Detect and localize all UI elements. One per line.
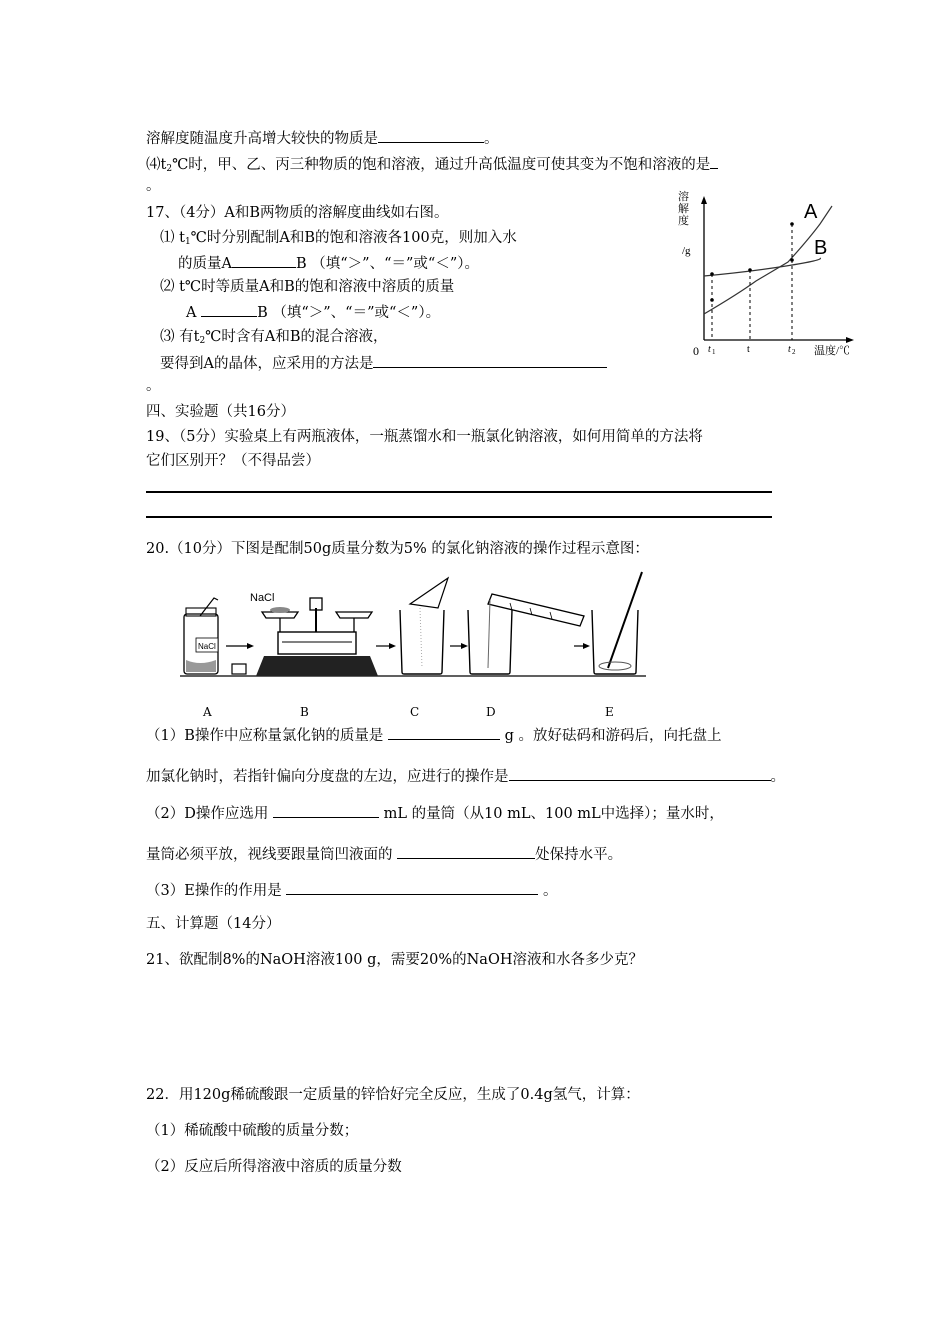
- section-5-heading: 五、计算题（14分）: [146, 916, 281, 932]
- nacl-label: NaCl: [250, 592, 275, 604]
- balance-body: [278, 632, 356, 654]
- text: ⑶ 有t: [160, 329, 200, 345]
- tick-t: t: [747, 344, 750, 355]
- text: （1）B操作中应称量氯化钠的质量是: [146, 728, 384, 744]
- point: [748, 268, 752, 272]
- answer-blank[interactable]: [710, 153, 718, 169]
- q17-part3-cont: [160, 352, 607, 374]
- q20-part1: [146, 724, 722, 746]
- subscript: 2: [166, 164, 173, 174]
- solution-swirl: [599, 662, 631, 670]
- text: （2）D操作应选用: [146, 806, 269, 822]
- text: 要得到A的晶体，应采用的方法是: [160, 356, 374, 372]
- step-label-a: A: [203, 705, 212, 719]
- step-label-e: E: [605, 705, 614, 719]
- answer-blank[interactable]: [378, 127, 484, 143]
- falling-salt: [420, 608, 422, 668]
- point: [790, 258, 794, 262]
- text: ℃时，甲、乙、丙三种物质的饱和溶液，通过升高低温度可使其变为不饱和溶液的是: [172, 157, 711, 173]
- arrow-head: [389, 643, 396, 649]
- text: （3）E操作的作用是: [146, 883, 282, 899]
- q-line-2: [146, 153, 718, 179]
- text: 加氯化钠时，若指针偏向分度盘的左边，应进行的操作是: [146, 769, 509, 785]
- subscript: 2: [199, 336, 206, 346]
- question-19-cont: 它们区别开？（不得品尝）: [146, 453, 320, 469]
- question-21: 21、欲配制8%的NaOH溶液100 g，需要20%的NaOH溶液和水各多少克？: [146, 952, 643, 968]
- graduated-cylinder: [488, 594, 584, 626]
- question-20: 20.（10分）下图是配制50g质量分数为5% 的氯化钠溶液的操作过程示意图：: [146, 541, 649, 557]
- arrow-head: [461, 643, 468, 649]
- text: ⑷t: [146, 157, 167, 173]
- x-axis-arrow: [846, 337, 854, 343]
- beaker-e: [592, 610, 638, 674]
- section-4-heading: 四、实验题（共16分）: [146, 404, 295, 420]
- y-label-char: 解: [678, 203, 689, 215]
- origin-label: 0: [693, 344, 699, 358]
- text: 。: [770, 769, 785, 785]
- q17-part1: [160, 228, 517, 252]
- answer-blank[interactable]: [388, 724, 500, 740]
- jar-contents: [186, 660, 216, 672]
- spoon-icon: [200, 598, 218, 616]
- text: ℃时含有A和B的混合溶液，: [205, 329, 388, 345]
- beaker-d: [468, 610, 512, 674]
- q17-part1-cont: [178, 252, 479, 274]
- balance-base: [256, 656, 378, 676]
- y-label-char: 度: [678, 215, 689, 227]
- text: 。: [543, 883, 558, 899]
- pour-stream: [488, 600, 490, 668]
- text: mL 的量筒（从10 mL、100 mL中选择）；量水时，: [383, 806, 724, 822]
- text: 的质量A: [178, 256, 232, 272]
- y-unit: /g: [682, 245, 691, 257]
- q-line-3: 。: [146, 178, 161, 194]
- arrow-head: [583, 643, 590, 649]
- subscript: 1: [184, 237, 191, 247]
- q17-part3: [160, 327, 388, 351]
- text: 。: [484, 131, 499, 147]
- point: [790, 222, 794, 226]
- tick-t2: t: [788, 344, 791, 355]
- question-22: 22．用120g稀硫酸跟一定质量的锌恰好完全反应，生成了0.4g氢气，计算：: [146, 1087, 640, 1103]
- q20-part2-cont: [146, 843, 622, 865]
- curve-b-label: B: [814, 237, 828, 259]
- q20-part2: [146, 802, 724, 824]
- text: ℃时分别配制A和B的饱和溶液各100克，则加入水: [190, 230, 517, 246]
- y-label-char: 溶: [678, 191, 689, 203]
- x-label: 温度/℃: [814, 345, 851, 357]
- arrow-head: [247, 643, 254, 649]
- text: g 。放好砝码和游码后，向托盘上: [504, 728, 722, 744]
- answer-blank[interactable]: [509, 765, 771, 781]
- paper-icon: [410, 578, 448, 608]
- point: [710, 298, 714, 302]
- answer-blank[interactable]: [373, 352, 607, 368]
- salt-pile: [270, 607, 290, 613]
- q20-part3: [146, 879, 558, 901]
- answer-blank[interactable]: [286, 879, 538, 895]
- tick-t2-sub: 2: [792, 348, 796, 356]
- step-label-b: B: [300, 705, 309, 719]
- text: B （填“＞”、“＝”或“＜”）。: [295, 256, 479, 272]
- solubility-graph: [668, 188, 868, 363]
- jar-label-text: NaCl: [198, 642, 216, 651]
- q20-part1-cont: [146, 765, 785, 787]
- beaker-c: [400, 610, 444, 674]
- answer-line[interactable]: [146, 491, 772, 493]
- answer-line[interactable]: [146, 516, 772, 518]
- apparatus-diagram: [170, 568, 670, 718]
- text: A: [186, 305, 197, 321]
- step-label-c: C: [410, 705, 420, 719]
- answer-blank[interactable]: [201, 301, 257, 317]
- question-17: 17、（4分）A和B两物质的溶解度曲线如右图。: [146, 205, 449, 221]
- y-axis-arrow: [701, 196, 707, 204]
- question-22-part1: （1）稀硫酸中硫酸的质量分数；: [146, 1123, 359, 1139]
- tick-t1-sub: 1: [712, 348, 716, 356]
- point: [710, 272, 714, 276]
- curve-b: [704, 258, 820, 276]
- text: ⑴ t: [160, 230, 185, 246]
- question-19: 19、（5分）实验桌上有两瓶液体，一瓶蒸馏水和一瓶氯化钠溶液，如何用简单的方法将: [146, 429, 703, 445]
- cylinder-mark: [550, 612, 552, 619]
- q17-part2: ⑵ t℃时等质量A和B的饱和溶液中溶质的质量: [160, 279, 455, 295]
- right-pan: [336, 612, 372, 618]
- text: B （填“＞”、“＝”或“＜”）。: [257, 305, 441, 321]
- weight-icon: [232, 664, 246, 674]
- q17-end: 。: [146, 378, 161, 394]
- answer-blank[interactable]: [397, 843, 535, 859]
- question-22-part2: （2）反应后所得溶液中溶质的质量分数: [146, 1159, 402, 1175]
- text: 溶解度随温度升高增大较快的物质是: [146, 131, 378, 147]
- tick-t1: t: [708, 344, 711, 355]
- q-line-1: [146, 127, 499, 149]
- text: 量筒必须平放，视线要跟量筒凹液面的: [146, 847, 393, 863]
- answer-blank[interactable]: [273, 802, 379, 818]
- q17-part2-cont: [186, 301, 440, 323]
- curve-a-label: A: [804, 201, 818, 223]
- step-label-d: D: [486, 705, 496, 719]
- answer-blank[interactable]: [232, 252, 296, 268]
- text: 处保持水平。: [535, 847, 623, 863]
